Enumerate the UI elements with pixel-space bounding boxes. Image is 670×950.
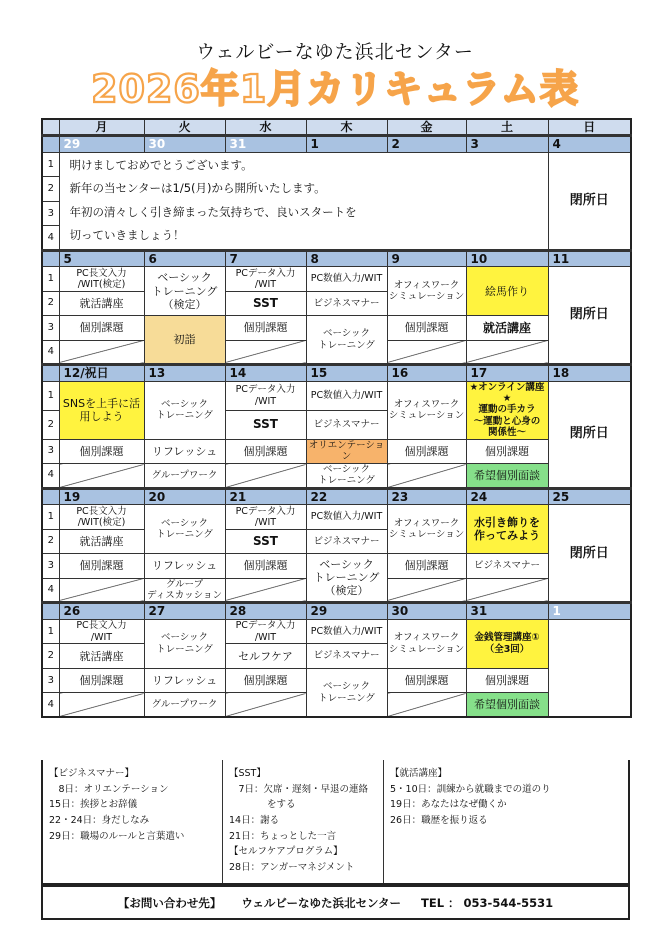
class-slot: グループ ディスカッション <box>144 578 225 603</box>
class-slot: PCデータ入力 /WIT <box>225 505 306 530</box>
date-cell: 1 <box>306 136 387 152</box>
event-slot: 希望個別面談 <box>466 464 548 489</box>
class-slot: 就活講座 <box>59 291 144 316</box>
date-cell: 18 <box>548 365 631 381</box>
class-slot: ビジネスマナー <box>466 554 548 579</box>
event-slot: 希望個別面談 <box>466 693 548 718</box>
class-slot: オフィスワーク シミュレーション <box>387 505 466 554</box>
date-cell: 6 <box>144 250 225 266</box>
date-cell: 2 <box>387 136 466 152</box>
class-slot: 個別課題 <box>59 439 144 464</box>
class-slot: 個別課題 <box>225 554 306 579</box>
date-cell: 1 <box>548 603 631 619</box>
corner-cell <box>42 119 59 136</box>
date-cell: 17 <box>466 365 548 381</box>
date-cell: 27 <box>144 603 225 619</box>
row-number: 4 <box>42 340 59 365</box>
date-cell: 14 <box>225 365 306 381</box>
date-cell: 4 <box>548 136 631 152</box>
date-cell: 9 <box>387 250 466 266</box>
empty-slot <box>387 578 466 603</box>
class-slot: 個別課題 <box>466 439 548 464</box>
row-number: 2 <box>42 291 59 316</box>
empty-slot <box>225 693 306 718</box>
event-slot: 水引き飾りを 作ってみよう <box>466 505 548 554</box>
class-slot: PC数値入力/WIT <box>306 381 387 410</box>
center-name: ウェルビーなゆた浜北センター <box>196 41 474 63</box>
class-slot: PCデータ入力 /WIT <box>225 267 306 292</box>
class-slot: オフィスワーク シミュレーション <box>387 267 466 316</box>
class-slot: SST <box>225 410 306 439</box>
weekday-header <box>42 119 631 136</box>
date-cell: 23 <box>387 488 466 504</box>
class-slot: ベーシック トレーニング <box>306 464 387 489</box>
class-slot: PCデータ入力 /WIT <box>225 619 306 644</box>
date-cell: 30 <box>387 603 466 619</box>
row-number: 4 <box>42 464 59 489</box>
date-cell: 31 <box>466 603 548 619</box>
class-slot: 個別課題 <box>59 554 144 579</box>
row-number: 1 <box>42 505 59 530</box>
empty-slot <box>387 464 466 489</box>
date-row <box>42 250 631 266</box>
empty-slot <box>225 340 306 365</box>
empty-slot <box>387 693 466 718</box>
class-slot: オフィスワーク シミュレーション <box>387 381 466 439</box>
class-slot: SST <box>225 291 306 316</box>
date-cell: 22 <box>306 488 387 504</box>
class-slot: グループワーク <box>144 693 225 718</box>
date-cell: 11 <box>548 250 631 266</box>
row-number: 3 <box>42 316 59 341</box>
event-slot: ★オンライン講座★ 運動の手カラ ～運動と心身の 関係性～ <box>466 381 548 439</box>
class-slot: PC数値入力/WIT <box>306 619 387 644</box>
row-number: 1 <box>42 267 59 292</box>
day-header: 水 <box>225 119 306 136</box>
closed-day: 閉所日 <box>548 152 631 250</box>
day-header: 月 <box>59 119 144 136</box>
class-slot: リフレッシュ <box>144 668 225 693</box>
empty-slot <box>59 693 144 718</box>
new-year-message: 明けましておめでとうございます。 新年の当センターは1/5(月)から開所いたします。 年初の清々しく引き締まった気持ちで、良いスタートを 切っていきましょう！ <box>59 152 548 250</box>
day-header: 土 <box>466 119 548 136</box>
job-hunting-notes: 【就活講座】 5・10日：訓練から就職までの道のり 19日：あなたはなぜ働くか 26日：職歴を振り返る <box>390 768 551 827</box>
date-cell: 8 <box>306 250 387 266</box>
class-slot: ビジネスマナー <box>306 644 387 669</box>
row-number: 4 <box>42 226 59 251</box>
empty-slot <box>225 464 306 489</box>
class-slot: 個別課題 <box>59 668 144 693</box>
day-header: 木 <box>306 119 387 136</box>
empty-sunday <box>548 619 631 717</box>
date-cell: 5 <box>59 250 144 266</box>
business-manner-notes: 【ビジネスマナー】 8日：オリエンテーション 15日：挨拶とお辞儀 22・24日：身だしなみ 29日：職場のルールと言葉遣い <box>43 760 223 883</box>
date-cell: 24 <box>466 488 548 504</box>
row-number: 1 <box>42 619 59 644</box>
date-cell: 21 <box>225 488 306 504</box>
class-slot: リフレッシュ <box>144 554 225 579</box>
row-number: 2 <box>42 644 59 669</box>
date-cell: 26 <box>59 603 144 619</box>
class-slot: 個別課題 <box>387 316 466 341</box>
page-title <box>0 62 670 114</box>
empty-slot <box>59 464 144 489</box>
event-slot: オリエンテーション <box>306 439 387 464</box>
class-slot: ビジネスマナー <box>306 529 387 554</box>
event-slot: 絵馬作り <box>466 267 548 316</box>
class-slot: 個別課題 <box>59 316 144 341</box>
class-slot: ベーシック トレーニング <box>144 381 225 439</box>
class-slot: PC数値入力/WIT <box>306 505 387 530</box>
date-cell: 25 <box>548 488 631 504</box>
row-number: 4 <box>42 693 59 718</box>
class-slot: ベーシック トレーニング （検定） <box>306 554 387 603</box>
class-slot: PC長文入力 /WIT <box>59 619 144 644</box>
day-header: 金 <box>387 119 466 136</box>
date-cell: 28 <box>225 603 306 619</box>
row-number: 2 <box>42 529 59 554</box>
row-number: 4 <box>42 578 59 603</box>
contact-footer <box>41 885 630 920</box>
class-slot: 個別課題 <box>387 439 466 464</box>
program-notes <box>41 760 630 885</box>
row-number: 3 <box>42 554 59 579</box>
date-row <box>42 488 631 504</box>
date-row <box>42 136 631 152</box>
class-slot: セルフケア <box>225 644 306 669</box>
empty-slot <box>59 340 144 365</box>
class-slot: PC数値入力/WIT <box>306 267 387 292</box>
empty-slot <box>387 340 466 365</box>
row-number: 2 <box>42 177 59 202</box>
class-slot: ベーシック トレーニング （検定） <box>144 267 225 316</box>
date-cell: 19 <box>59 488 144 504</box>
row-number: 3 <box>42 439 59 464</box>
row-number: 1 <box>42 381 59 410</box>
row-number: 3 <box>42 201 59 226</box>
class-slot: ベーシック トレーニング <box>144 619 225 668</box>
class-slot: グループワーク <box>144 464 225 489</box>
date-row <box>42 603 631 619</box>
class-slot: 個別課題 <box>387 554 466 579</box>
svg-text:2026年1月カリキュラム表: 2026年1月カリキュラム表 <box>91 67 579 111</box>
empty-slot <box>59 578 144 603</box>
event-slot: 金銭管理講座① （全3回） <box>466 619 548 668</box>
day-header: 日 <box>548 119 631 136</box>
date-cell: 30 <box>144 136 225 152</box>
class-slot: ベーシック トレーニング <box>306 668 387 717</box>
class-slot: 個別課題 <box>387 668 466 693</box>
class-slot: 就活講座 <box>59 529 144 554</box>
row-number: 1 <box>42 152 59 177</box>
class-slot: オフィスワーク シミュレーション <box>387 619 466 668</box>
closed-day: 閉所日 <box>548 267 631 365</box>
class-slot: 個別課題 <box>225 316 306 341</box>
class-slot: ベーシック トレーニング <box>306 316 387 365</box>
class-slot: ビジネスマナー <box>306 291 387 316</box>
event-slot: 初詣 <box>144 316 225 365</box>
empty-slot <box>466 578 548 603</box>
class-slot: 就活講座 <box>59 644 144 669</box>
empty-slot <box>466 340 548 365</box>
date-cell: 31 <box>225 136 306 152</box>
contact-org: ウェルビーなゆた浜北センター <box>241 895 401 910</box>
date-cell: 3 <box>466 136 548 152</box>
row-number: 3 <box>42 668 59 693</box>
row-number: 2 <box>42 410 59 439</box>
date-cell: 16 <box>387 365 466 381</box>
date-cell: 10 <box>466 250 548 266</box>
curriculum-table <box>41 118 632 718</box>
date-cell: 7 <box>225 250 306 266</box>
closed-day: 閉所日 <box>548 505 631 603</box>
contact-label: 【お問い合わせ先】 <box>117 895 222 910</box>
class-slot: PC長文入力 /WIT(検定) <box>59 267 144 292</box>
class-slot: PC長文入力 /WIT(検定) <box>59 505 144 530</box>
class-slot: リフレッシュ <box>144 439 225 464</box>
date-cell: 29 <box>306 603 387 619</box>
sst-notes: 【SST】 7日：欠席・遅刻・早退の連絡 をする 14日：謝る 21日：ちょっとした一言 【セルフケアプログラム】 28日：アンガーマネジメント <box>223 760 384 883</box>
date-cell: 13 <box>144 365 225 381</box>
contact-phone: TEL ： 053-544-5531 <box>421 895 554 910</box>
class-slot: 個別課題 <box>225 668 306 693</box>
class-slot: PCデータ入力 /WIT <box>225 381 306 410</box>
empty-slot <box>225 578 306 603</box>
class-slot: SST <box>225 529 306 554</box>
class-slot: 個別課題 <box>466 668 548 693</box>
class-slot: 就活講座 <box>466 316 548 341</box>
date-cell: 20 <box>144 488 225 504</box>
class-slot: ビジネスマナー <box>306 410 387 439</box>
date-cell: 15 <box>306 365 387 381</box>
closed-day: 閉所日 <box>548 381 631 488</box>
day-header: 火 <box>144 119 225 136</box>
event-slot: SNSを上手に活 用しよう <box>59 381 144 439</box>
class-slot: ベーシック トレーニング <box>144 505 225 554</box>
date-cell: 12/祝日 <box>59 365 144 381</box>
class-slot: 個別課題 <box>225 439 306 464</box>
date-row <box>42 365 631 381</box>
date-cell: 29 <box>59 136 144 152</box>
